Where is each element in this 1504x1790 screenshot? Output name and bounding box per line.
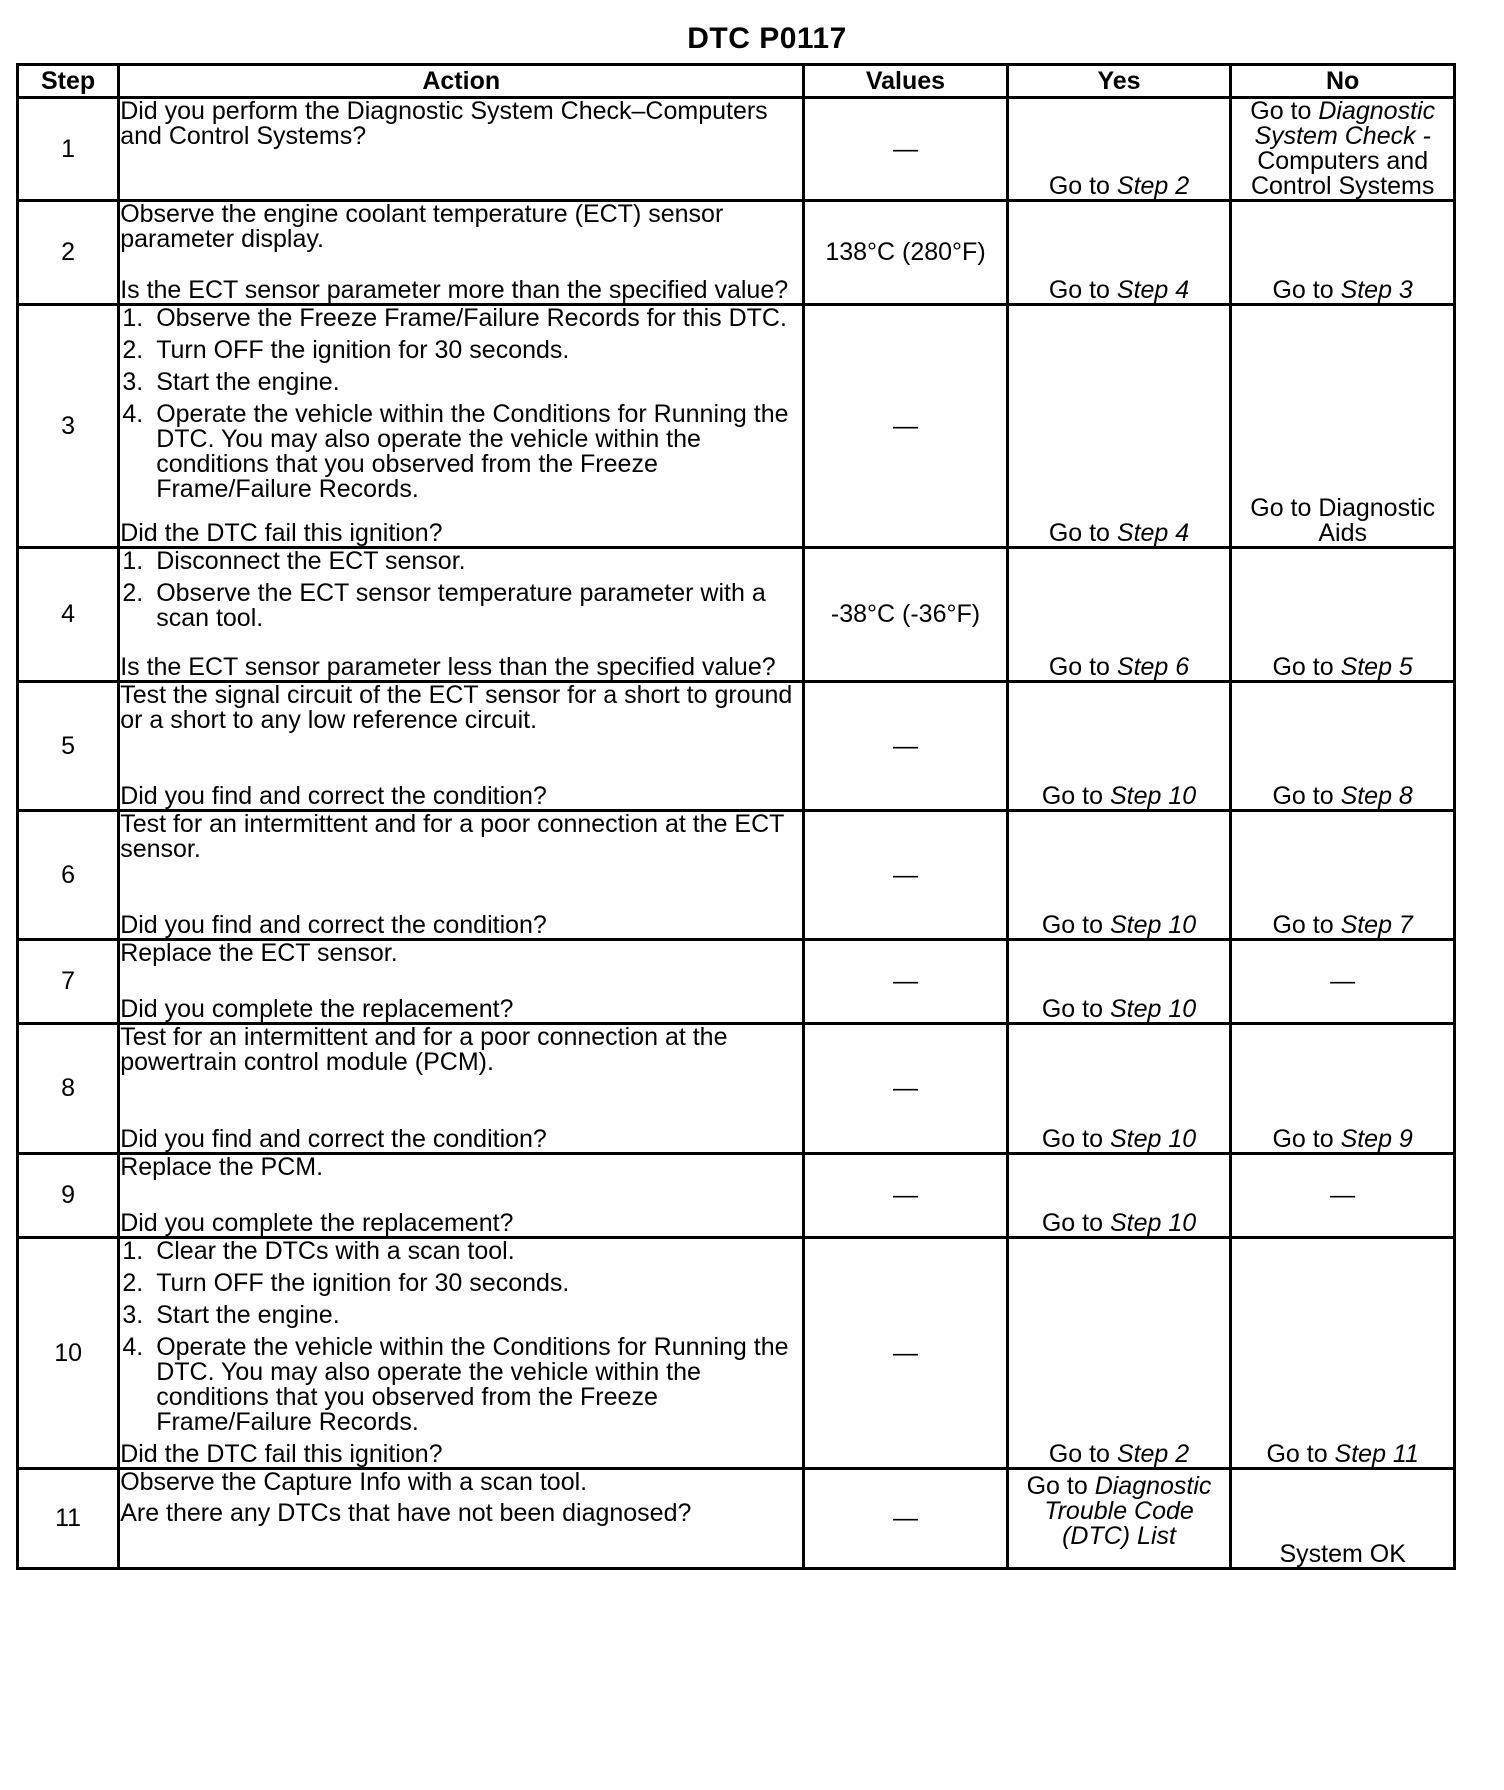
yes-cell (1007, 1238, 1231, 1469)
step-number: 3 (61, 411, 76, 440)
yes-cell (1007, 1154, 1231, 1238)
action-list-item: 3. Start the engine. (150, 1303, 802, 1328)
action-question: Did the DTC fail this ignition? (120, 519, 443, 547)
step-number: 7 (61, 967, 76, 995)
yes-prefix: Go to (1041, 782, 1110, 810)
action-intro: Observe the engine coolant temperature (ECT) sensor parameter display. (120, 200, 724, 253)
action-list-item: 1. Observe the Freeze Frame/Failure Records for this DTC. (150, 306, 802, 331)
action-list-item: 1. Disconnect the ECT sensor. (150, 549, 802, 574)
step-cell (18, 98, 119, 201)
values-cell (804, 201, 1007, 305)
header-no: No (1231, 65, 1455, 98)
action-list-item: 4. Operate the vehicle within the Conditions for Running the DTC. You may also operate the vehicle within the conditions that you observed from the Freeze Frame/Failure Records. (150, 402, 802, 502)
yes-prefix: Go to (1041, 1125, 1110, 1153)
no-prefix: Go to Diagnostic Aids (1250, 494, 1436, 547)
values-cell (804, 1154, 1007, 1238)
action-list-item: 3. Start the engine. (150, 370, 802, 395)
step-number: 9 (61, 1181, 76, 1209)
no-cell (1231, 940, 1455, 1024)
action-intro: Test the signal circuit of the ECT sensor for a short to ground or a short to any low reference circuit. (120, 681, 793, 734)
step-cell (18, 1238, 119, 1469)
yes-prefix: Go to (1026, 1472, 1095, 1500)
table-row (18, 811, 1455, 940)
no-target: Step 5 (1340, 653, 1413, 681)
values-cell (804, 811, 1007, 940)
no-prefix: — (1330, 967, 1356, 995)
no-cell (1231, 1024, 1455, 1154)
action-question: Is the ECT sensor parameter less than the specified value? (120, 653, 776, 681)
value-text: — (892, 967, 918, 995)
values-cell (804, 548, 1007, 682)
no-cell (1231, 305, 1455, 548)
step-cell (18, 1469, 119, 1569)
action-question: Did the DTC fail this ignition? (120, 1440, 443, 1468)
no-target: Step 3 (1340, 276, 1413, 304)
header-row (18, 65, 1455, 98)
action-steps (120, 306, 802, 509)
value-text: — (892, 860, 918, 889)
value-text: — (892, 134, 918, 163)
action-content (120, 812, 802, 938)
values-cell (804, 1469, 1007, 1569)
header-yes: Yes (1007, 65, 1231, 98)
yes-cell (1007, 548, 1231, 682)
action-content (120, 1470, 802, 1567)
action-question: Is the ECT sensor parameter more than the specified value? (120, 276, 789, 304)
step-cell (18, 811, 119, 940)
step-cell (18, 1024, 119, 1154)
yes-target: Step 10 (1109, 1209, 1197, 1237)
no-cell (1231, 682, 1455, 811)
action-cell (119, 548, 804, 682)
no-cell (1231, 1154, 1455, 1238)
action-cell (119, 305, 804, 548)
no-target: Step 11 (1334, 1440, 1419, 1468)
no-suffix: Computers and Control Systems (1250, 147, 1435, 200)
no-cell (1231, 1238, 1455, 1469)
values-cell (804, 1238, 1007, 1469)
yes-prefix: Go to (1041, 1209, 1110, 1237)
step-number: 6 (61, 860, 76, 889)
yes-prefix: Go to (1048, 653, 1117, 681)
action-steps (120, 941, 802, 972)
action-question: Did you complete the replacement? (120, 1209, 514, 1237)
values-cell (804, 98, 1007, 201)
dtc-table (16, 63, 1456, 1570)
no-cell (1231, 201, 1455, 305)
action-cell (119, 811, 804, 940)
step-number: 4 (61, 600, 76, 628)
action-intro: Observe the Capture Info with a scan tool. (120, 1468, 588, 1496)
value-text: — (892, 411, 918, 440)
step-number: 2 (61, 238, 76, 266)
yes-prefix: Go to (1041, 911, 1110, 939)
value-text: — (892, 731, 918, 760)
yes-cell (1007, 682, 1231, 811)
yes-target: Step 6 (1116, 653, 1190, 681)
no-prefix: Go to (1272, 276, 1341, 304)
action-intro: Test for an intermittent and for a poor connection at the powertrain control module (PCM). (120, 1023, 728, 1076)
action-list-item: 2. Turn OFF the ignition for 30 seconds. (150, 1271, 802, 1296)
yes-target: Step 4 (1116, 519, 1190, 547)
action-question: Did you perform the Diagnostic System Check–Computers and Control Systems? (120, 97, 768, 150)
table-row (18, 1238, 1455, 1469)
action-list-item: 2. Turn OFF the ignition for 30 seconds. (150, 338, 802, 363)
action-cell (119, 682, 804, 811)
action-cell (119, 201, 804, 305)
yes-target: Step 2 (1116, 172, 1190, 200)
action-content (120, 306, 802, 546)
no-prefix: System OK (1279, 1540, 1406, 1568)
action-content (120, 941, 802, 1022)
table-row (18, 682, 1455, 811)
no-cell (1231, 1469, 1455, 1569)
yes-target: Step 10 (1109, 911, 1197, 939)
yes-target: Diagnostic Trouble Code (DTC) List (1044, 1472, 1212, 1550)
action-cell (119, 98, 804, 201)
step-cell (18, 1154, 119, 1238)
action-steps (120, 1239, 802, 1442)
value-text: 138°C (280°F) (825, 238, 986, 266)
no-cell (1231, 98, 1455, 201)
step-number: 11 (55, 1504, 82, 1532)
action-steps (120, 812, 802, 868)
yes-cell (1007, 1024, 1231, 1154)
yes-cell (1007, 940, 1231, 1024)
table-row (18, 548, 1455, 682)
action-list (120, 1239, 802, 1435)
step-cell (18, 940, 119, 1024)
action-cell (119, 940, 804, 1024)
no-cell (1231, 811, 1455, 940)
action-content (120, 683, 802, 809)
yes-prefix: Go to (1048, 519, 1117, 547)
yes-prefix: Go to (1041, 995, 1110, 1023)
action-content (120, 202, 802, 303)
step-cell (18, 201, 119, 305)
yes-prefix: Go to (1048, 276, 1117, 304)
table-row (18, 98, 1455, 201)
action-list-item: 2. Observe the ECT sensor temperature parameter with a scan tool. (150, 581, 802, 631)
yes-target: Step 10 (1109, 1125, 1197, 1153)
yes-target: Step 4 (1116, 276, 1190, 304)
action-list (120, 306, 802, 502)
action-question: Are there any DTCs that have not been diagnosed? (120, 1499, 692, 1527)
no-prefix: Go to (1250, 97, 1319, 125)
action-list (120, 549, 802, 631)
values-cell (804, 682, 1007, 811)
table-row (18, 305, 1455, 548)
action-content (120, 1025, 802, 1152)
yes-target: Step 2 (1116, 1440, 1190, 1468)
action-cell (119, 1238, 804, 1469)
header-action: Action (119, 65, 804, 98)
no-target: Step 8 (1340, 782, 1413, 810)
yes-target: Step 10 (1109, 995, 1197, 1023)
table-row (18, 1154, 1455, 1238)
value-text: — (892, 1074, 918, 1102)
action-intro: Replace the ECT sensor. (120, 939, 398, 967)
step-cell (18, 548, 119, 682)
step-number: 10 (54, 1338, 82, 1367)
no-cell (1231, 548, 1455, 682)
action-steps (120, 202, 802, 258)
action-list-item: 4. Operate the vehicle within the Conditions for Running the DTC. You may also operate the vehicle within the conditions that you observed from the Freeze Frame/Failure Records. (150, 1335, 802, 1435)
page-title: DTC P0117 (687, 22, 847, 55)
step-cell (18, 682, 119, 811)
values-cell (804, 305, 1007, 548)
yes-cell (1007, 305, 1231, 548)
action-intro: Test for an intermittent and for a poor connection at the ECT sensor. (120, 810, 784, 863)
action-cell (119, 1469, 804, 1569)
values-cell (804, 1024, 1007, 1154)
action-cell (119, 1154, 804, 1238)
table-body (18, 98, 1455, 1569)
action-content (120, 549, 802, 680)
action-question: Did you find and correct the condition? (120, 911, 547, 939)
header-values: Values (804, 65, 1007, 98)
step-cell (18, 305, 119, 548)
yes-target: Step 10 (1109, 782, 1197, 810)
no-target: Step 7 (1340, 911, 1413, 939)
no-prefix: — (1330, 1181, 1356, 1209)
action-question: Did you complete the replacement? (120, 995, 514, 1023)
value-text: -38°C (-36°F) (830, 600, 981, 628)
no-prefix: Go to (1272, 782, 1341, 810)
action-steps (120, 1470, 802, 1501)
yes-prefix: Go to (1048, 1440, 1117, 1468)
action-list-item: 1. Clear the DTCs with a scan tool. (150, 1239, 802, 1264)
header-step: Step (18, 65, 119, 98)
action-steps (120, 1025, 802, 1081)
value-text: — (892, 1504, 918, 1532)
step-number: 8 (61, 1074, 76, 1102)
yes-cell (1007, 1469, 1231, 1569)
no-prefix: Go to (1272, 653, 1341, 681)
value-text: — (892, 1181, 918, 1209)
yes-prefix: Go to (1048, 172, 1117, 200)
action-steps (120, 683, 802, 739)
yes-cell (1007, 201, 1231, 305)
action-intro: Replace the PCM. (120, 1153, 324, 1181)
action-content (120, 1239, 802, 1467)
no-target: Diagnostic System Check - (1254, 97, 1436, 150)
action-question: Did you find and correct the condition? (120, 782, 547, 810)
no-prefix: Go to (1272, 1125, 1341, 1153)
table-row (18, 1024, 1455, 1154)
step-number: 5 (61, 731, 76, 760)
yes-cell (1007, 98, 1231, 201)
no-target: Step 9 (1340, 1125, 1413, 1153)
action-question: Did you find and correct the condition? (120, 1125, 547, 1153)
table-row (18, 940, 1455, 1024)
yes-cell (1007, 811, 1231, 940)
no-prefix: Go to (1272, 911, 1341, 939)
table-row (18, 201, 1455, 305)
action-cell (119, 1024, 804, 1154)
action-content (120, 1155, 802, 1236)
table-row (18, 1469, 1455, 1569)
value-text: — (892, 1338, 918, 1367)
action-steps (120, 549, 802, 638)
no-prefix: Go to (1266, 1440, 1335, 1468)
step-number: 1 (61, 134, 76, 163)
values-cell (804, 940, 1007, 1024)
action-content (120, 99, 802, 199)
action-steps (120, 1155, 802, 1186)
